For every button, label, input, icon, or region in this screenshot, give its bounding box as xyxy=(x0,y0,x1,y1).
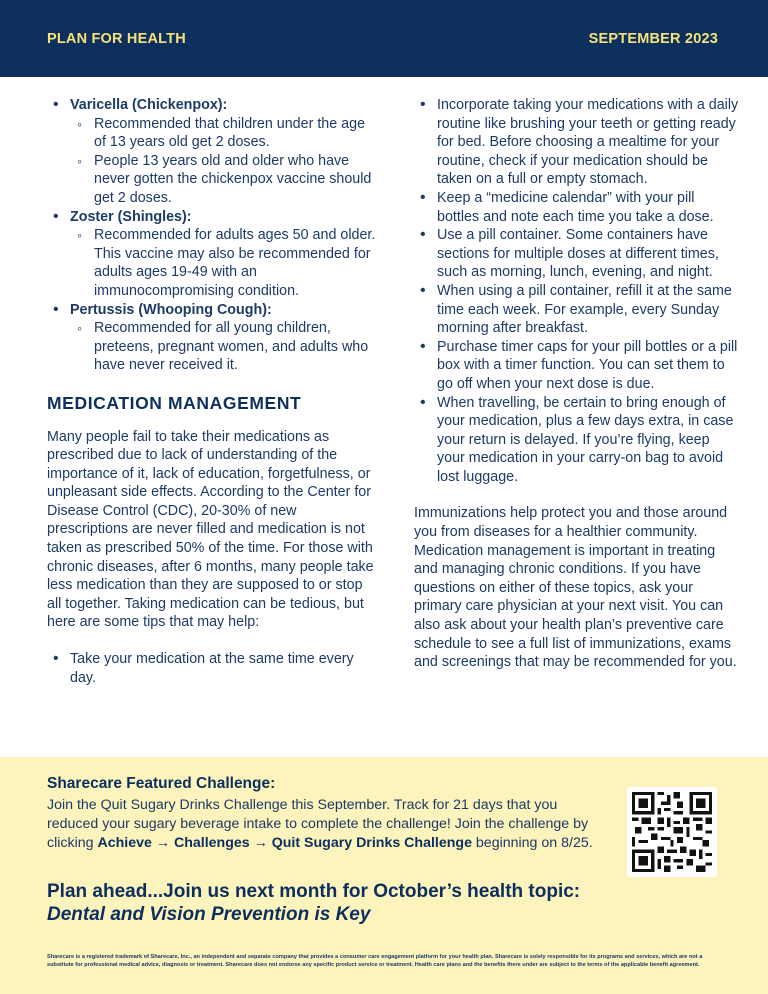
vaccine-name: Pertussis (Whooping Cough): xyxy=(70,301,272,318)
list-item xyxy=(47,301,377,375)
list-item xyxy=(47,208,377,301)
list-item: ◦ Recommended for all young children, preteens, pregnant women, and adults who have never received it. xyxy=(70,319,377,375)
list-item: • When using a pill container, refill it at the same time each week. For example, every Sunday morning after breakfast. xyxy=(414,282,739,338)
challenge-title: Sharecare Featured Challenge: xyxy=(47,775,276,792)
list-item: • Purchase timer caps for your pill bottles or a pill box with a timer function. You can set them to go off when your next dose is due. xyxy=(414,338,739,394)
tips-list xyxy=(47,650,377,687)
page-header xyxy=(0,0,768,77)
legal-disclaimer: Sharecare is a registered trademark of Sharecare, Inc., an independent and separate company that provides a consumer care engagement platform for your health plan. Sharecare is solely responsible for its programs and services, which are not a substitute for professional medical advice, diagnosis or treatment. Sharecare does not endorse any specific product service or treatment. Health care plans and the benefits there under are subject to the terms of the applicable benefit agreement. xyxy=(47,954,703,968)
immunization-list xyxy=(47,96,377,375)
closing-paragraph: Immunizations help protect you and those around you from diseases for a healthier community. Medication management is important in treating and managing chronic conditions. If you have questions on either of these topics, ask your primary care physician at your next visit. You can also ask about your health plan’s preventive care schedule to see a full list of immunizations, exams and screenings that may be recommended for you. xyxy=(414,505,737,671)
issue-date: SEPTEMBER 2023 xyxy=(588,31,718,47)
list-item: ◦ People 13 years old and older who have never gotten the chickenpox vaccine should get 2 doses. xyxy=(70,152,377,208)
list-item: • Take your medication at the same time every day. xyxy=(47,650,377,687)
next-month-callout xyxy=(47,880,727,926)
list-item: • Use a pill container. Some containers have sections for multiple doses at different times, such as morning, lunch, evening, and night. xyxy=(414,226,739,282)
challenge-body xyxy=(47,796,612,853)
qr-code-graphic xyxy=(632,792,712,872)
vaccine-name: Varicella (Chickenpox): xyxy=(70,97,228,113)
right-column xyxy=(414,96,739,672)
tips-list-continued xyxy=(414,96,739,486)
list-item: ◦ Recommended that children under the age of 13 years old get 2 doses. xyxy=(70,115,377,152)
medication-intro: Many people fail to take their medications as prescribed due to lack of understanding of the importance of it, lack of education, forgetfulness, or unpleasant side effects. According to the Center for Disease Control (CDC), 20-30% of new prescriptions are never filled and medication is not taken as prescribed 50% of the time. For those with chronic diseases, after 6 months, many people take less medication than they are supposed to or stop all together. Taking medication can be tedious, but here are some tips that may help: xyxy=(47,428,374,631)
list-item: • Keep a “medicine calendar” with your pill bottles and note each time you take a dose. xyxy=(414,189,739,226)
newsletter-title: PLAN FOR HEALTH xyxy=(47,31,186,47)
challenge-path-link[interactable]: Achieve → Challenges → Quit Sugary Drinks Challenge xyxy=(97,835,472,851)
list-item: • Incorporate taking your medications with a daily routine like brushing your teeth or getting ready for bed. Before choosing a mealtime for your routine, check if your medication should be taken on a full or empty stomach. xyxy=(414,96,739,189)
left-column xyxy=(47,96,377,687)
next-month-topic: Dental and Vision Prevention is Key xyxy=(47,904,371,925)
list-item xyxy=(47,96,377,208)
list-item: • When travelling, be certain to bring enough of your medication, plus a few days extra, in case your return is delayed. If you’re flying, keep your medication in your carry-on bag to avoid lost luggage. xyxy=(414,394,739,487)
list-item: ◦ Recommended for adults ages 50 and older. This vaccine may also be recommended for adults ages 19-49 with an immunocompromising condition. xyxy=(70,226,377,300)
next-month-line: Plan ahead...Join us next month for October’s health topic: xyxy=(47,881,581,902)
vaccine-name: Zoster (Shingles): xyxy=(70,208,192,225)
section-heading: MEDICATION MANAGEMENT xyxy=(47,392,302,413)
challenge-text: Join the Quit Sugary Drinks Challenge this September. Track for 21 days that you reduced your sugary beverage intake to complete the challenge! Join the challenge by clicking xyxy=(47,797,589,851)
qr-code-icon[interactable] xyxy=(627,787,717,877)
challenge-text-end: beginning on 8/25. xyxy=(471,835,593,851)
